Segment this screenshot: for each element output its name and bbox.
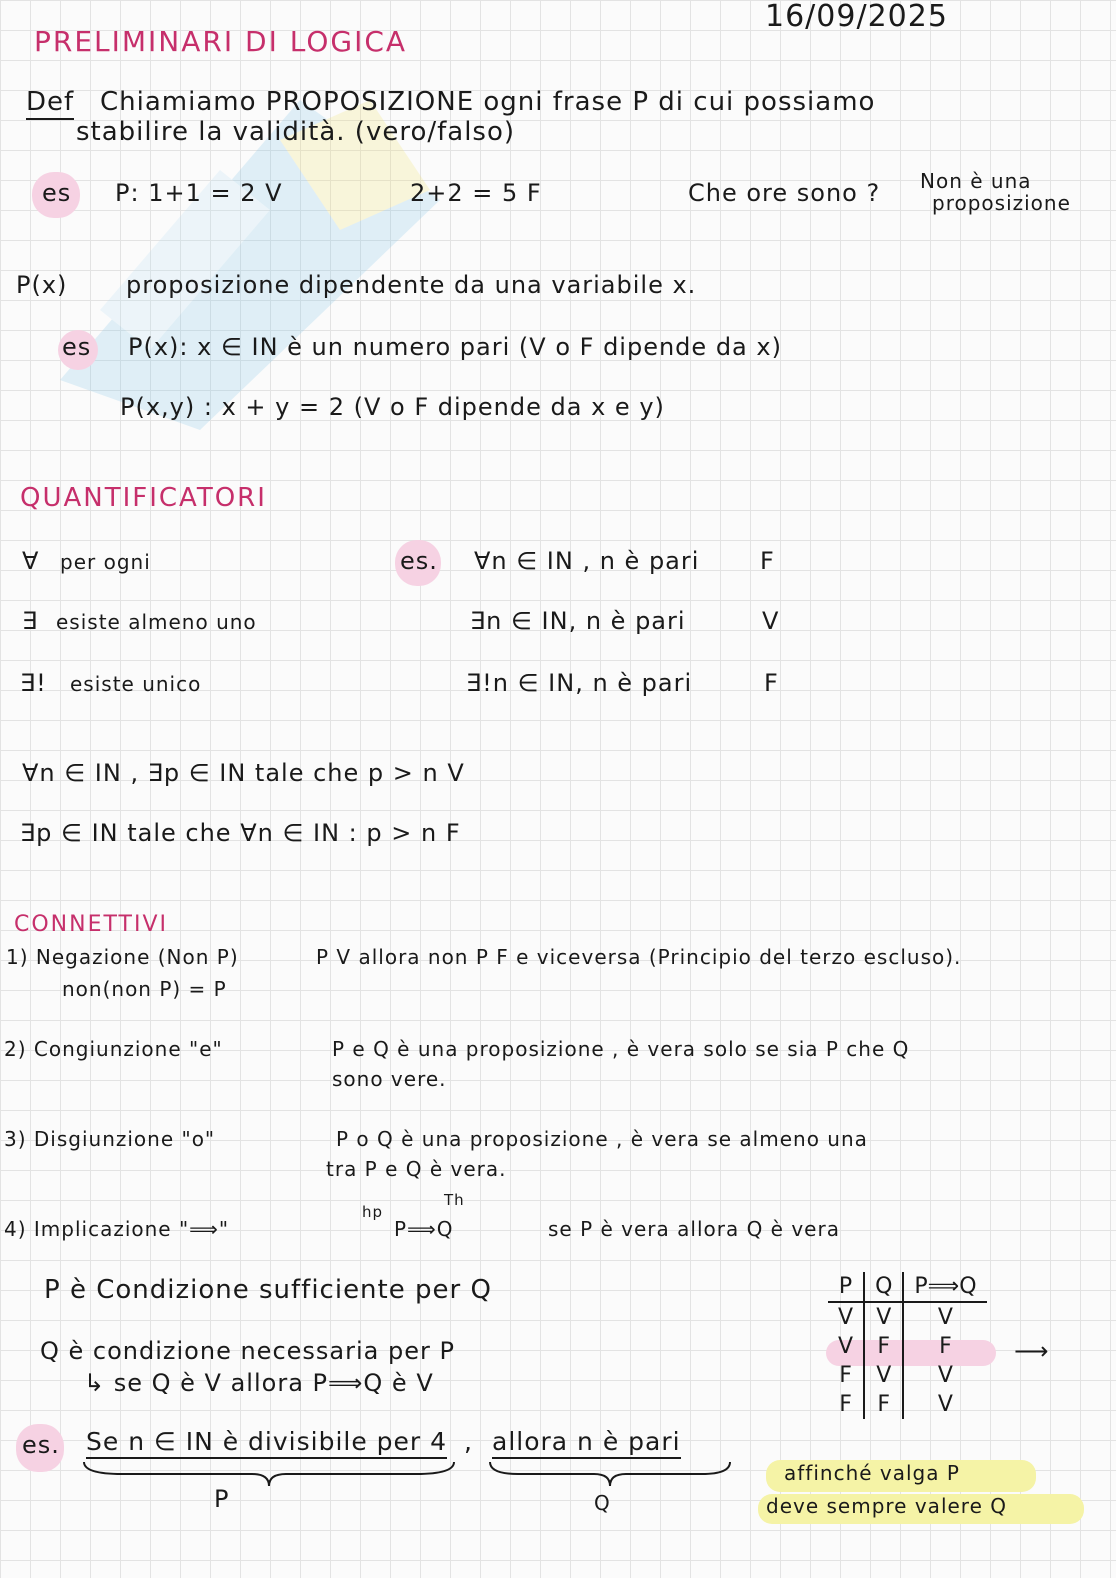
example3-part-q: allora n è pari <box>492 1428 681 1459</box>
negation-double: non(non P) = P <box>62 977 227 1001</box>
table-cell: F <box>939 1334 952 1359</box>
brace-q-label: Q <box>594 1491 611 1515</box>
note-line2: deve sempre valere Q <box>766 1494 1007 1518</box>
example1-label: es <box>42 179 72 207</box>
table-row <box>828 1302 987 1332</box>
truth-header-q: Q <box>864 1272 903 1302</box>
definition-label: Def <box>26 88 74 120</box>
quantifier-example-label: es. <box>400 547 438 575</box>
example2-line1: P(x): x ∈ IN è un numero pari (V o F dipende da x) <box>128 333 782 361</box>
quantifier-meaning-unique: esiste unico <box>70 672 202 696</box>
table-row <box>828 1332 987 1361</box>
negation-title: 1) Negazione (Non P) <box>6 945 239 969</box>
quantifier-value-forall: F <box>760 547 775 575</box>
quantifier-combo1: ∀n ∈ IN , ∃p ∈ IN tale che p > n V <box>22 759 465 787</box>
table-cell: V <box>864 1361 903 1390</box>
table-cell: V <box>864 1302 903 1332</box>
quantifier-example-exists: ∃n ∈ IN, n è pari <box>470 607 686 635</box>
truth-table <box>828 1272 987 1419</box>
definition-line1: Chiamiamo PROPOSIZIONE ogni frase P di cui possiamo <box>100 87 876 117</box>
quantifier-example-forall: ∀n ∈ IN , n è pari <box>474 547 700 575</box>
definition-line2: stabilire la validità. (vero/falso) <box>76 117 516 147</box>
table-cell: V <box>828 1302 864 1332</box>
date: 16/09/2025 <box>765 0 948 34</box>
example1-question: Che ore sono ? <box>688 179 881 207</box>
example1-note-line2: proposizione <box>932 191 1071 215</box>
table-cell: V <box>937 1392 953 1417</box>
quantifier-meaning-exists: esiste almeno uno <box>56 610 257 634</box>
example3-comma: , <box>464 1427 473 1456</box>
implication-text: se P è vera allora Q è vera <box>548 1217 840 1241</box>
disjunction-title: 3) Disgiunzione "o" <box>4 1127 216 1151</box>
table-cell: F <box>864 1390 903 1419</box>
quantifier-value-unique: F <box>764 669 779 697</box>
brace-p-label: P <box>214 1485 230 1513</box>
example2-label: es <box>62 333 92 361</box>
example3-part-p: Se n ∈ IN è divisibile per 4 <box>86 1428 447 1459</box>
example3-label: es. <box>22 1431 60 1459</box>
quantifier-combo2: ∃p ∈ IN tale che ∀n ∈ IN : p > n F <box>20 819 461 847</box>
table-row <box>828 1361 987 1390</box>
truth-header-p: P <box>828 1272 864 1302</box>
note-line1: affinché valga P <box>784 1461 960 1485</box>
quantifier-symbol-unique: ∃! <box>20 669 47 697</box>
example2-line2: P(x,y) : x + y = 2 (V o F dipende da x e y) <box>120 393 665 421</box>
table-row <box>828 1390 987 1419</box>
table-cell: F <box>828 1361 864 1390</box>
quantifiers-title: QUANTIFICATORI <box>20 483 267 513</box>
conjunction-text: P e Q è una proposizione , è vera solo se sia P che Q <box>332 1037 910 1061</box>
quantifier-example-unique: ∃!n ∈ IN, n è pari <box>466 669 693 697</box>
conjunction-title: 2) Congiunzione "e" <box>4 1037 223 1061</box>
quantifier-meaning-forall: per ogni <box>60 550 151 574</box>
negation-text: P V allora non P F e viceversa (Principio del terzo escluso). <box>316 945 962 969</box>
table-cell: V <box>828 1332 864 1361</box>
implication-title: 4) Implicazione "⟹" <box>4 1217 230 1241</box>
implication-hp: hp <box>362 1203 384 1221</box>
page-title: PRELIMINARI DI LOGICA <box>34 25 408 58</box>
connectives-title: CONNETTIVI <box>14 912 169 937</box>
sufficient-condition: P è Condizione sufficiente per Q <box>44 1275 492 1305</box>
table-cell: F <box>828 1390 864 1419</box>
conjunction-line2: sono vere. <box>332 1067 447 1091</box>
quantifier-value-exists: V <box>762 607 780 635</box>
quantifier-symbol-exists: ∃ <box>22 607 39 635</box>
disjunction-text: P o Q è una proposizione , è vera se almeno una <box>336 1127 868 1151</box>
example1-true: P: 1+1 = 2 V <box>115 179 283 207</box>
table-cell: V <box>937 1305 953 1330</box>
px-text: proposizione dipendente da una variabile x. <box>126 271 697 299</box>
arrow-icon: ⟶ <box>1014 1337 1050 1365</box>
table-cell: F <box>864 1332 903 1361</box>
implication-formula: P⟹Q <box>394 1217 454 1241</box>
quantifier-symbol-forall: ∀ <box>22 547 40 575</box>
necessary-condition: Q è condizione necessaria per P <box>40 1337 455 1365</box>
disjunction-line2: tra P e Q è vera. <box>326 1157 507 1181</box>
example1-false: 2+2 = 5 F <box>410 179 542 207</box>
brace-p <box>82 1458 456 1488</box>
truth-header-pq: P⟹Q <box>903 1272 986 1302</box>
implication-th: Th <box>444 1191 465 1209</box>
px-label: P(x) <box>16 271 68 299</box>
table-cell: V <box>937 1363 953 1388</box>
brace-q <box>488 1458 732 1488</box>
example1-note-line1: Non è una <box>920 169 1032 193</box>
necessary-condition-sub: ↳ se Q è V allora P⟹Q è V <box>84 1369 434 1397</box>
